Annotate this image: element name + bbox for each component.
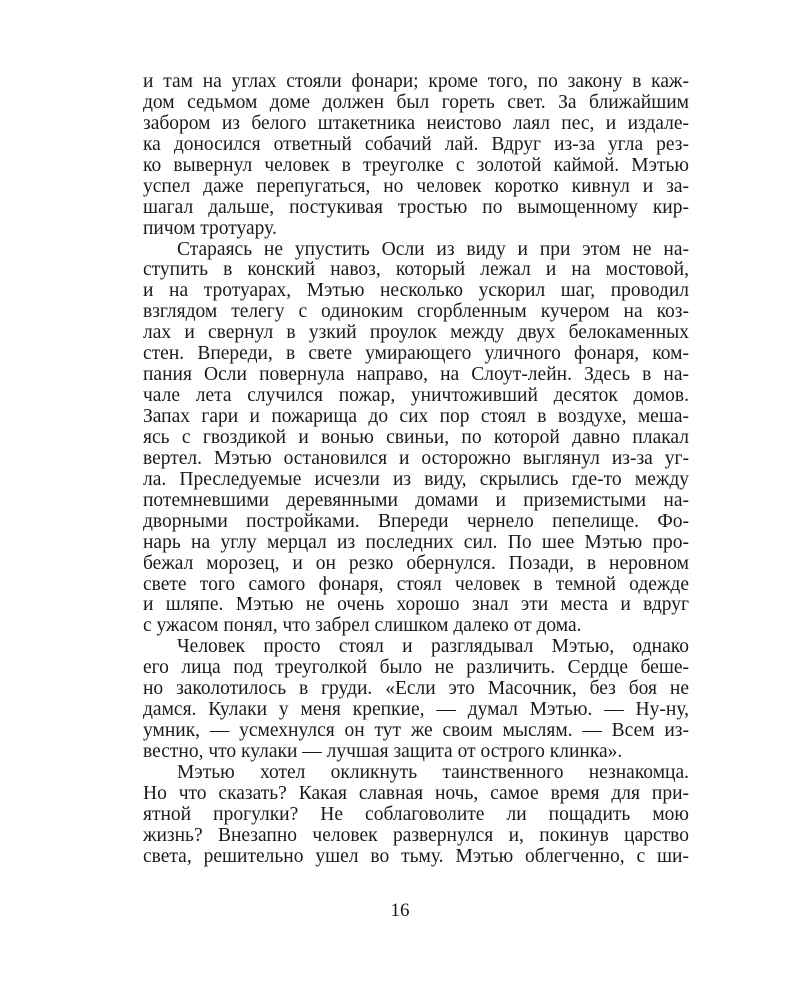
text-line: шагал дальше, постукивая тростью по вымощенному кир- [143,197,689,218]
text-line: ко вывернул человек в треуголке с золотой каймой. Мэтью [143,155,689,176]
page-number: 16 [390,900,410,921]
text-line: лах и свернул в узкий проулок между двух белокаменных [143,323,689,344]
paragraph [143,637,689,763]
text-line: вертел. Мэтью остановился и осторожно выглянул из-за уг- [143,448,689,469]
text-line: света, решительно ушел во тьму. Мэтью облегченно, с ши- [143,846,689,867]
text-line: потемневшими деревянными домами и приземистыми на- [143,490,689,511]
text-line: Запах гари и пожарища до сих пор стоял в воздухе, меша- [143,407,689,427]
paragraph [143,763,689,868]
text-line: Стараясь не упустить Осли из виду и при этом не на- [177,239,689,260]
text-line: Мэтью хотел окликнуть таинственного незнакомца. [177,762,689,783]
text-line: забором из белого штакетника неистово лаял пес, и издале- [143,113,689,134]
text-line: ясь с гвоздикой и вонью свиньи, по которой давно плакал [143,427,689,448]
text-line: взглядом телегу с одиноким сгорбленным кучером на коз- [143,302,689,323]
text-line: Человек просто стоял и разглядывал Мэтью, однако [177,637,689,658]
text-line: ступить в конский навоз, который лежал и на мостовой, [143,260,689,281]
book-page-text [143,72,689,868]
paragraph [143,240,689,638]
text-line: пания Осли повернула направо, на Слоут-лейн. Здесь в на- [143,365,689,386]
text-line: Но что сказать? Какая славная ночь, самое время для при- [143,783,689,804]
text-line: и на тротуарах, Мэтью несколько ускорил шаг, проводил [143,281,689,302]
text-line: ятной прогулки? Не соблаговолите ли пощадить мою [143,804,689,825]
text-line: ла. Преследуемые исчезли из виду, скрылись где-то между [143,469,689,490]
paragraph [143,72,689,240]
text-line: пичом тротуару. [143,218,277,239]
text-line: вестно, что кулаки — лучшая защита от острого клинка». [143,742,623,762]
text-line: дворными постройками. Впереди чернело пепелище. Фо- [143,511,689,532]
text-line: его лица под треуголкой было не различить. Сердце беше- [143,658,689,679]
text-line: дамся. Кулаки у меня крепкие, — думал Мэтью. — Ну-ну, [143,700,689,721]
text-line: нарь на углу мерцал из последних сил. По шее Мэтью про- [143,532,689,553]
text-line: успел даже перепугаться, но человек коротко кивнул и за- [143,176,689,197]
text-line: умник, — усмехнулся он тут же своим мыслям. — Всем из- [143,721,689,742]
text-line: с ужасом понял, что забрел слишком далеко от дома. [143,616,582,637]
text-line: жизнь? Внезапно человек развернулся и, покинув царство [143,825,689,846]
text-line: но заколотилось в груди. «Если это Масочник, без боя не [143,679,689,700]
text-line: и шляпе. Мэтью не очень хорошо знал эти места и вдруг [143,595,689,616]
text-line: стен. Впереди, в свете умирающего уличного фонаря, ком- [143,344,689,365]
text-line: бежал морозец, и он резко обернулся. Позади, в неровном [143,553,689,574]
text-line: дом седьмом доме должен был гореть свет. За ближайшим [143,92,689,113]
text-line: свете того самого фонаря, стоял человек в темной одежде [143,574,689,595]
text-line: и там на углах стояли фонари; кроме того, по закону в каж- [143,72,689,92]
text-line: чале лета случился пожар, уничтоживший десяток домов. [143,386,689,407]
text-line: ка доносился ответный собачий лай. Вдруг из-за угла рез- [143,134,689,155]
